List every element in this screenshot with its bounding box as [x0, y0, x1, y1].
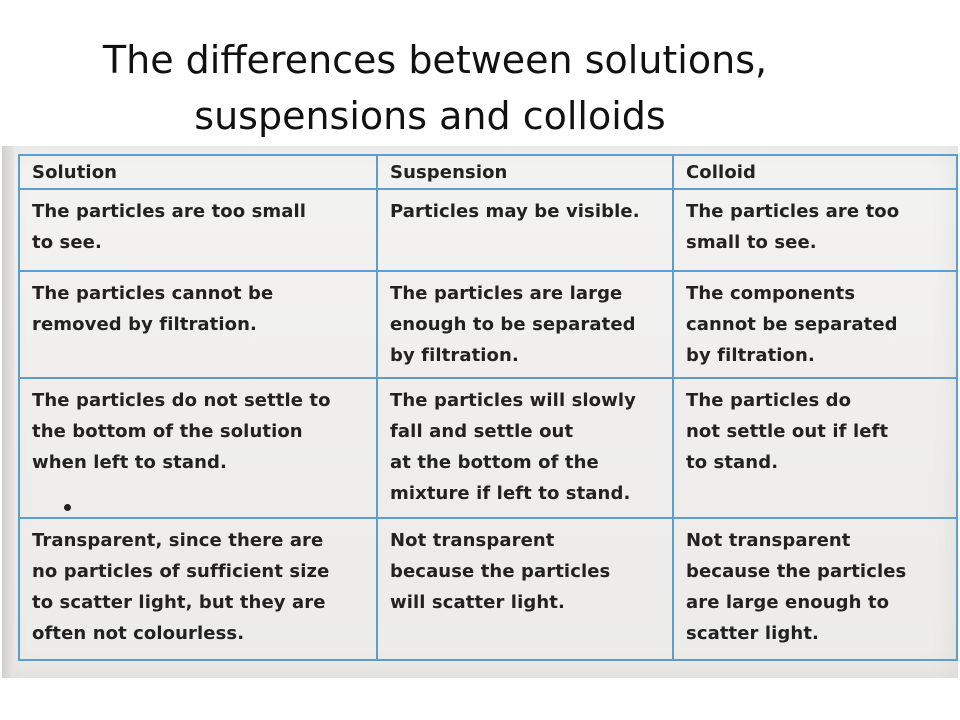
- table-row: [19, 378, 957, 518]
- cell-text-line: mixture if left to stand.: [390, 483, 631, 504]
- stray-ink-dot: [64, 504, 71, 511]
- cell-text-line: small to see.: [686, 232, 817, 253]
- scanned-table-image: [2, 146, 958, 678]
- cell-text-line: The components: [686, 283, 856, 304]
- cell-solution: [19, 189, 377, 271]
- cell-text-line: Not transparent: [686, 530, 851, 551]
- cell-text-line: Particles may be visible.: [390, 201, 640, 222]
- header-solution: Solution: [19, 155, 377, 189]
- cell-suspension: [377, 271, 673, 378]
- cell-suspension: [377, 518, 673, 660]
- cell-text-line: The particles do not settle to: [32, 390, 331, 411]
- cell-text-line: The particles will slowly: [390, 390, 636, 411]
- table-header-row: [19, 155, 957, 189]
- slide-title: [0, 32, 960, 144]
- table-row: [19, 271, 957, 378]
- cell-text-line: because the particles: [686, 561, 907, 582]
- cell-text-line: at the bottom of the: [390, 452, 599, 473]
- cell-text-line: by filtration.: [686, 345, 815, 366]
- cell-text-line: The particles cannot be: [32, 283, 274, 304]
- cell-text-line: by filtration.: [390, 345, 519, 366]
- header-suspension: Suspension: [377, 155, 673, 189]
- table-row: [19, 518, 957, 660]
- cell-solution: [19, 271, 377, 378]
- cell-solution: [19, 378, 377, 518]
- cell-text-line: cannot be separated: [686, 314, 898, 335]
- cell-suspension: [377, 189, 673, 271]
- cell-text-line: Not transparent: [390, 530, 555, 551]
- slide-title-line-2: suspensions and colloids: [194, 94, 666, 138]
- cell-text-line: when left to stand.: [32, 452, 227, 473]
- cell-solution: [19, 518, 377, 660]
- cell-text-line: because the particles: [390, 561, 611, 582]
- cell-text-line: often not colourless.: [32, 623, 245, 644]
- cell-colloid: [673, 189, 957, 271]
- cell-colloid: [673, 378, 957, 518]
- cell-suspension: [377, 378, 673, 518]
- cell-text-line: will scatter light.: [390, 592, 565, 613]
- cell-text-line: no particles of sufficient size: [32, 561, 330, 582]
- cell-text-line: The particles do: [686, 390, 852, 411]
- cell-colloid: [673, 518, 957, 660]
- cell-text-line: Transparent, since there are: [32, 530, 324, 551]
- cell-text-line: to see.: [32, 232, 102, 253]
- cell-text-line: to scatter light, but they are: [32, 592, 326, 613]
- slide-title-line-1: The differences between solutions,: [102, 38, 768, 82]
- cell-text-line: not settle out if left: [686, 421, 889, 442]
- scan-page-edge: [2, 146, 14, 678]
- table-row: [19, 189, 957, 271]
- cell-text-line: to stand.: [686, 452, 779, 473]
- cell-text-line: scatter light.: [686, 623, 819, 644]
- cell-text-line: removed by filtration.: [32, 314, 257, 335]
- cell-text-line: the bottom of the solution: [32, 421, 303, 442]
- cell-colloid: [673, 271, 957, 378]
- cell-text-line: enough to be separated: [390, 314, 636, 335]
- cell-text-line: The particles are too: [686, 201, 900, 222]
- comparison-table: [18, 154, 958, 661]
- header-colloid: Colloid: [673, 155, 957, 189]
- cell-text-line: The particles are too small: [32, 201, 307, 222]
- cell-text-line: The particles are large: [390, 283, 623, 304]
- cell-text-line: are large enough to: [686, 592, 890, 613]
- cell-text-line: fall and settle out: [390, 421, 574, 442]
